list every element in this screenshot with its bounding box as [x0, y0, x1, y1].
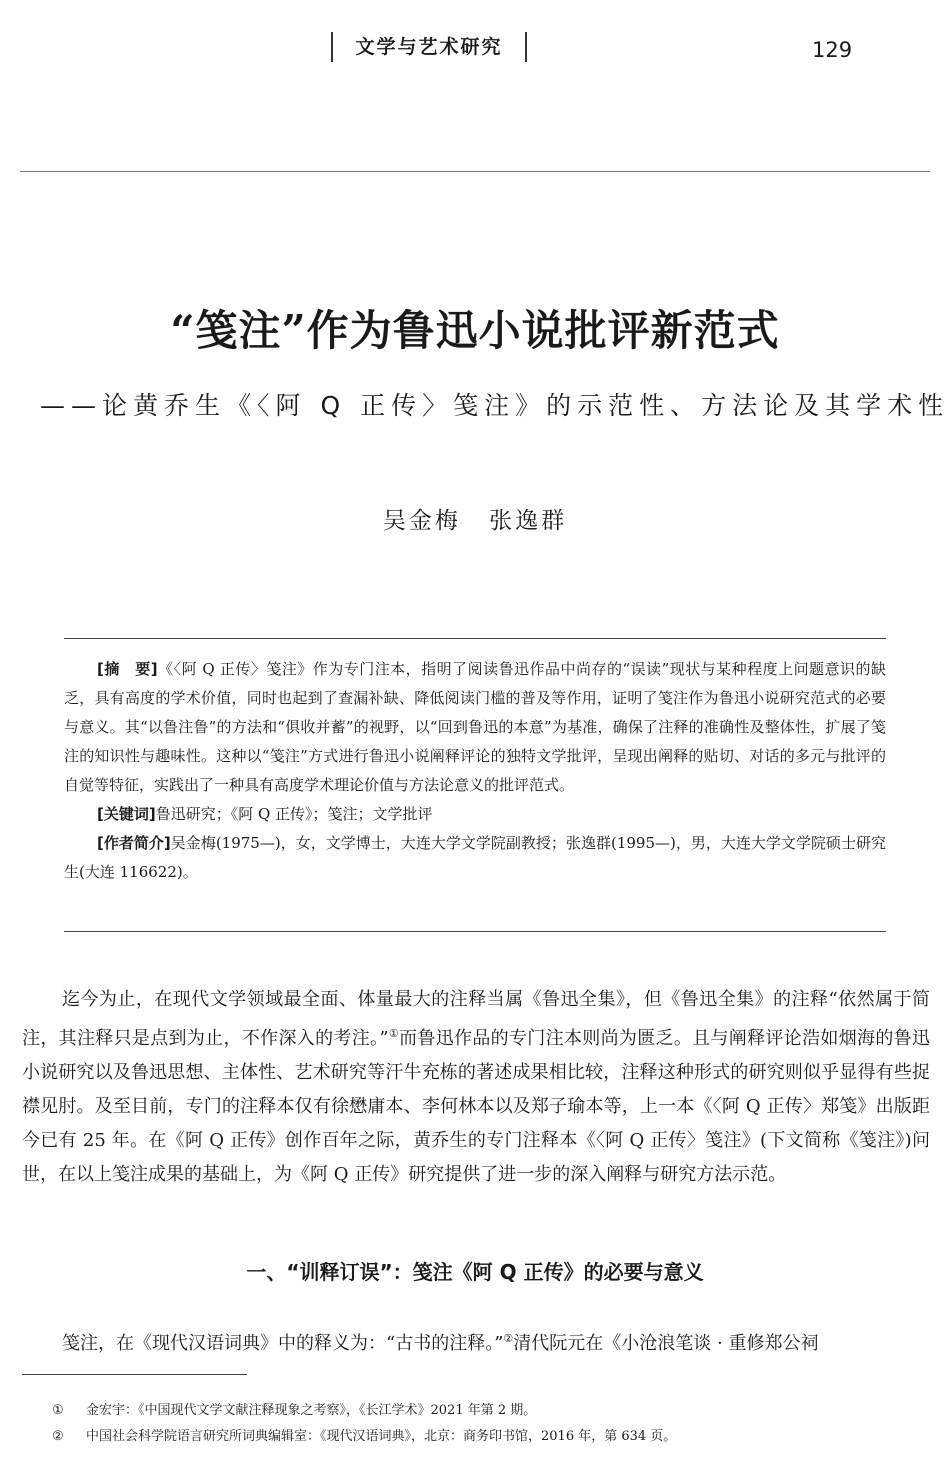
footnote-ref-1: ① — [388, 1027, 400, 1040]
body-paragraph-2-part-a: 笺注，在《现代汉语词典》中的释义为：“古书的注释。” — [62, 1333, 504, 1354]
body-paragraph-1-part-b: 而鲁迅作品的专门注本则尚为匮乏。且与阐释评论浩如烟海的鲁迅小说研究以及鲁迅思想、主体性、艺术研究等汗牛充栋的著述成果相比较，注释这种形式的研究则似乎显得有些捉襟见肘。及至目前，专门的注释本仅有徐懋庸本、李何林本以及郑子瑜本等，上一本《〈阿 Q 正传〉郑笺》出版距今已有 25 年。在《阿 Q 正传》创作百年之际，黄乔生的专门注释本《〈阿 Q 正传〉笺注》(下文简称《笺注》)问世，在以上笺注成果的基础上，为《阿 Q 正传》研究提供了进一步的深入阐释与研究方法示范。 — [22, 1028, 930, 1185]
body-paragraph-2-part-b: 清代阮元在《小沧浪笔谈 · 重修郑公祠 — [513, 1333, 819, 1354]
abstract-top-rule — [64, 638, 886, 639]
author-info-text: 吴金梅(1975—)，女，文学博士，大连大学文学院副教授；张逸群(1995—)，男，大连大学文学院硕士研究生(大连 116622)。 — [64, 834, 887, 881]
body-paragraph-1-part-a: 迄今为止，在现代文学领域最全面、体量最大的注释当属《鲁迅全集》，但《鲁迅全集》的注释“依然属于简注，其注释只是点到为止，不作深入的考注。” — [22, 989, 930, 1049]
author-info-paragraph — [64, 829, 886, 887]
body-text — [22, 983, 930, 1192]
keywords-text: 鲁迅研究；《阿 Q 正传》；笺注；文学批评 — [155, 805, 433, 823]
header-divider — [20, 171, 930, 172]
abstract-label: [摘 要] — [97, 660, 158, 678]
footnote — [52, 1424, 912, 1450]
keywords-label: [关键词] — [97, 805, 156, 823]
footnote-divider — [22, 1374, 247, 1375]
footnote — [52, 1398, 912, 1424]
section-heading: 一、“训释订误”：笺注《阿 Q 正传》的必要与意义 — [246, 1260, 704, 1284]
keywords-paragraph — [64, 800, 886, 829]
author-info-label: [作者简介] — [97, 834, 171, 852]
abstract-bottom-rule — [64, 931, 886, 932]
abstract-block — [64, 655, 886, 887]
footnotes — [52, 1398, 912, 1450]
footnote-text: 中国社会科学院语言研究所词典编辑室：《现代汉语词典》，北京：商务印书馆，2016 年，第 634 页。 — [86, 1429, 677, 1444]
body-text-2 — [22, 1322, 930, 1361]
journal-section-header: 文学与艺术研究 — [331, 32, 527, 62]
footnote-text: 金宏宇：《中国现代文学文献注释现象之考察》，《长江学术》2021 年第 2 期。 — [86, 1403, 537, 1418]
abstract-text: 《〈阿 Q 正传〉笺注》作为专门注本，指明了阅读鲁迅作品中尚存的“误读”现状与某种程度上问题意识的缺乏，具有高度的学术价值，同时也起到了查漏补缺、降低阅读门槛的普及等作用，证明了笺注作为鲁迅小说研究范式的必要与意义。其“以鲁注鲁”的方法和“俱收并蓄”的视野，以“回到鲁迅的本意”为基准，确保了注释的准确性及整体性，扩展了笺注的知识性与趣味性。这种以“笺注”方式进行鲁迅小说阐释评论的独特文学批评，呈现出阐释的贴切、对话的多元与批评的自觉等特征，实践出了一种具有高度学术理论价值与方法论意义的批评范式。 — [64, 660, 886, 794]
footnote-ref-2: ② — [503, 1332, 514, 1345]
article-authors: 吴金梅 张逸群 — [382, 508, 568, 534]
footnote-marker: ② — [52, 1429, 64, 1444]
article-title: “笺注”作为鲁迅小说批评新范式 — [170, 306, 780, 355]
abstract-paragraph — [64, 655, 886, 800]
page-number: 129 — [812, 38, 853, 62]
article-subtitle: ——论黄乔生《〈阿 Q 正传〉笺注》的示范性、方法论及其学术性 — [40, 391, 950, 420]
footnote-marker: ① — [52, 1403, 64, 1418]
body-paragraph-2 — [22, 1322, 930, 1361]
body-paragraph-1 — [22, 983, 930, 1192]
